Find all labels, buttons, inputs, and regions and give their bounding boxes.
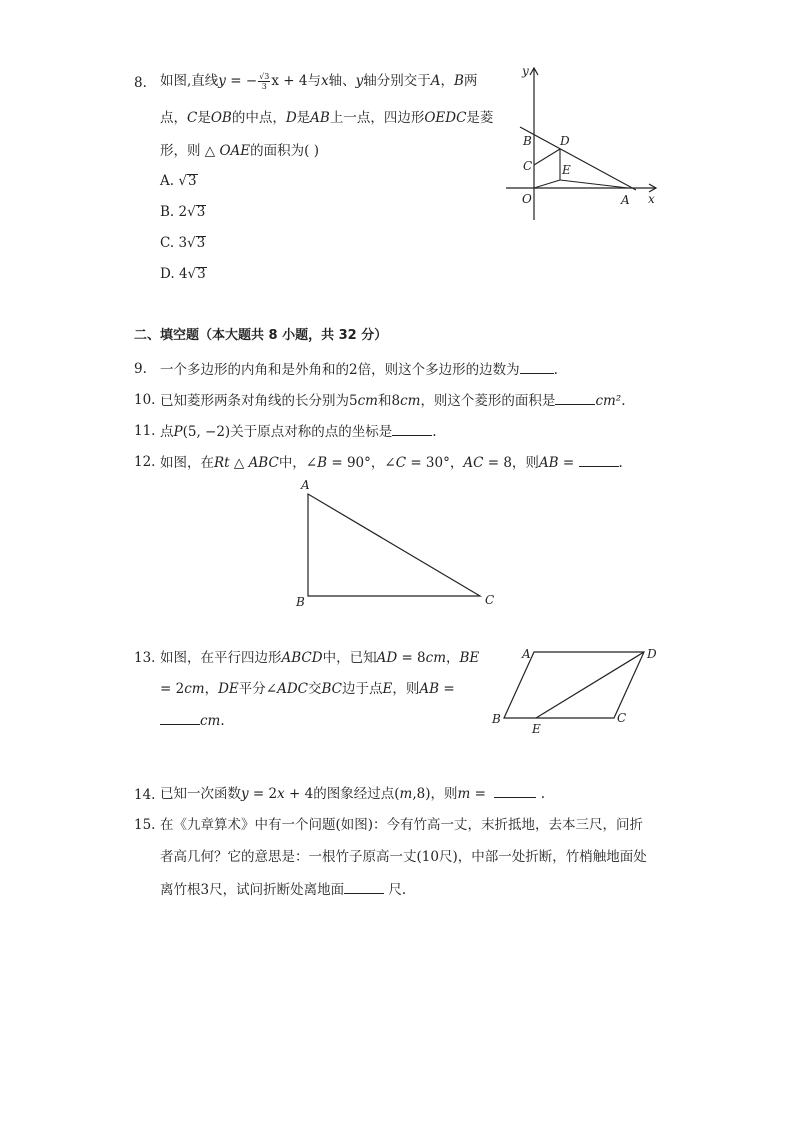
- label-a: A: [301, 478, 310, 492]
- q8-number: 8.: [134, 75, 147, 91]
- label-c: C: [523, 159, 533, 173]
- q15-line-1: 在《九章算术》中有一个问题(如图)：今有竹高一丈，末折抵地，去本三尺，问折: [160, 817, 644, 833]
- q14-text: 已知一次函数y = 2x + 4的图象经过点(m,8)，则m = .: [160, 786, 546, 802]
- label-d: D: [647, 647, 657, 661]
- segment-dc: [534, 149, 560, 165]
- q9-number: 9.: [134, 361, 147, 377]
- q12-answer-blank[interactable]: [579, 453, 619, 467]
- q8-option-d[interactable]: D. 4√3: [160, 266, 206, 282]
- q12-text: 如图，在Rt △ ABC中，∠B = 90°，∠C = 30°，AC = 8，则AB = .: [160, 455, 623, 471]
- q15-answer-blank[interactable]: [344, 880, 384, 894]
- label-x: x: [648, 192, 655, 206]
- label-d: D: [560, 134, 570, 148]
- label-c: C: [485, 593, 495, 607]
- q8-line-3: 形，则 △ OAE的面积为( ): [160, 143, 319, 159]
- q13-line-1: 如图，在平行四边形ABCD中，已知AD = 8cm，BE: [160, 650, 480, 666]
- line-ab: [520, 127, 636, 190]
- q8-option-b[interactable]: B. 2√3: [160, 204, 206, 220]
- label-b: B: [296, 595, 305, 609]
- q9-text: 一个多边形的内角和是外角和的2倍，则这个多边形的边数为 .: [160, 362, 558, 378]
- segment-oe: [534, 180, 560, 188]
- q8-line-1: 如图,直线y = − $\frac{√3}{3}$ x + 4与x轴、y轴分别交于A，B两: [160, 72, 478, 91]
- q11-number: 11.: [134, 423, 156, 439]
- q12-figure-right-triangle: [292, 476, 502, 612]
- q13-figure-parallelogram: [488, 640, 668, 740]
- label-a: A: [522, 647, 531, 661]
- label-b: B: [492, 712, 501, 726]
- q15-line-2: 者高几何？它的意思是：一根竹子原高一丈(10尺)，中部一处折断，竹梢触地面处: [160, 849, 647, 865]
- q10-number: 10.: [134, 392, 156, 408]
- q14-number: 14.: [134, 787, 156, 803]
- label-o: O: [522, 192, 532, 206]
- parallelogram-abcd: [504, 652, 644, 718]
- section-heading: 二、填空题（本大题共 8 小题，共 32 分）: [134, 328, 388, 343]
- segment-de: [536, 652, 644, 718]
- q8-option-a[interactable]: A. √3: [160, 173, 197, 189]
- q15-number: 15.: [134, 817, 156, 833]
- label-a: A: [621, 193, 630, 207]
- q8-option-c[interactable]: C. 3√3: [160, 235, 206, 251]
- q9-answer-blank[interactable]: [520, 360, 554, 374]
- label-e: E: [562, 163, 571, 177]
- q13-line-2: = 2cm，DE平分∠ADC交BC边于点E，则AB =: [160, 681, 455, 697]
- q8-line-2: 点，C是OB的中点，D是AB上一点，四边形OEDC是菱: [160, 110, 494, 126]
- q13-number: 13.: [134, 650, 156, 666]
- label-b: B: [523, 134, 532, 148]
- segment-ea: [560, 180, 628, 188]
- label-e: E: [532, 722, 541, 736]
- label-y: y: [522, 64, 529, 78]
- q10-text: 已知菱形两条对角线的长分别为5cm和8cm，则这个菱形的面积是 cm².: [160, 393, 626, 409]
- q14-answer-blank[interactable]: [494, 784, 536, 798]
- triangle-abc: [308, 494, 480, 596]
- q10-answer-blank[interactable]: [555, 391, 595, 405]
- q13-answer-blank[interactable]: [160, 711, 200, 725]
- fraction-sqrt3-over-3: $\frac{√3}{3}$: [259, 72, 270, 91]
- q8-figure-coordinate-rhombus: [500, 62, 670, 227]
- q13-line-3: cm.: [160, 711, 225, 730]
- q12-number: 12.: [134, 454, 156, 470]
- q11-text: 点P(5, −2)关于原点对称的点的坐标是 .: [160, 424, 437, 440]
- q15-line-3: 离竹根3尺，试问折断处离地面 尺.: [160, 882, 407, 898]
- label-c: C: [617, 711, 627, 725]
- q11-answer-blank[interactable]: [392, 422, 432, 436]
